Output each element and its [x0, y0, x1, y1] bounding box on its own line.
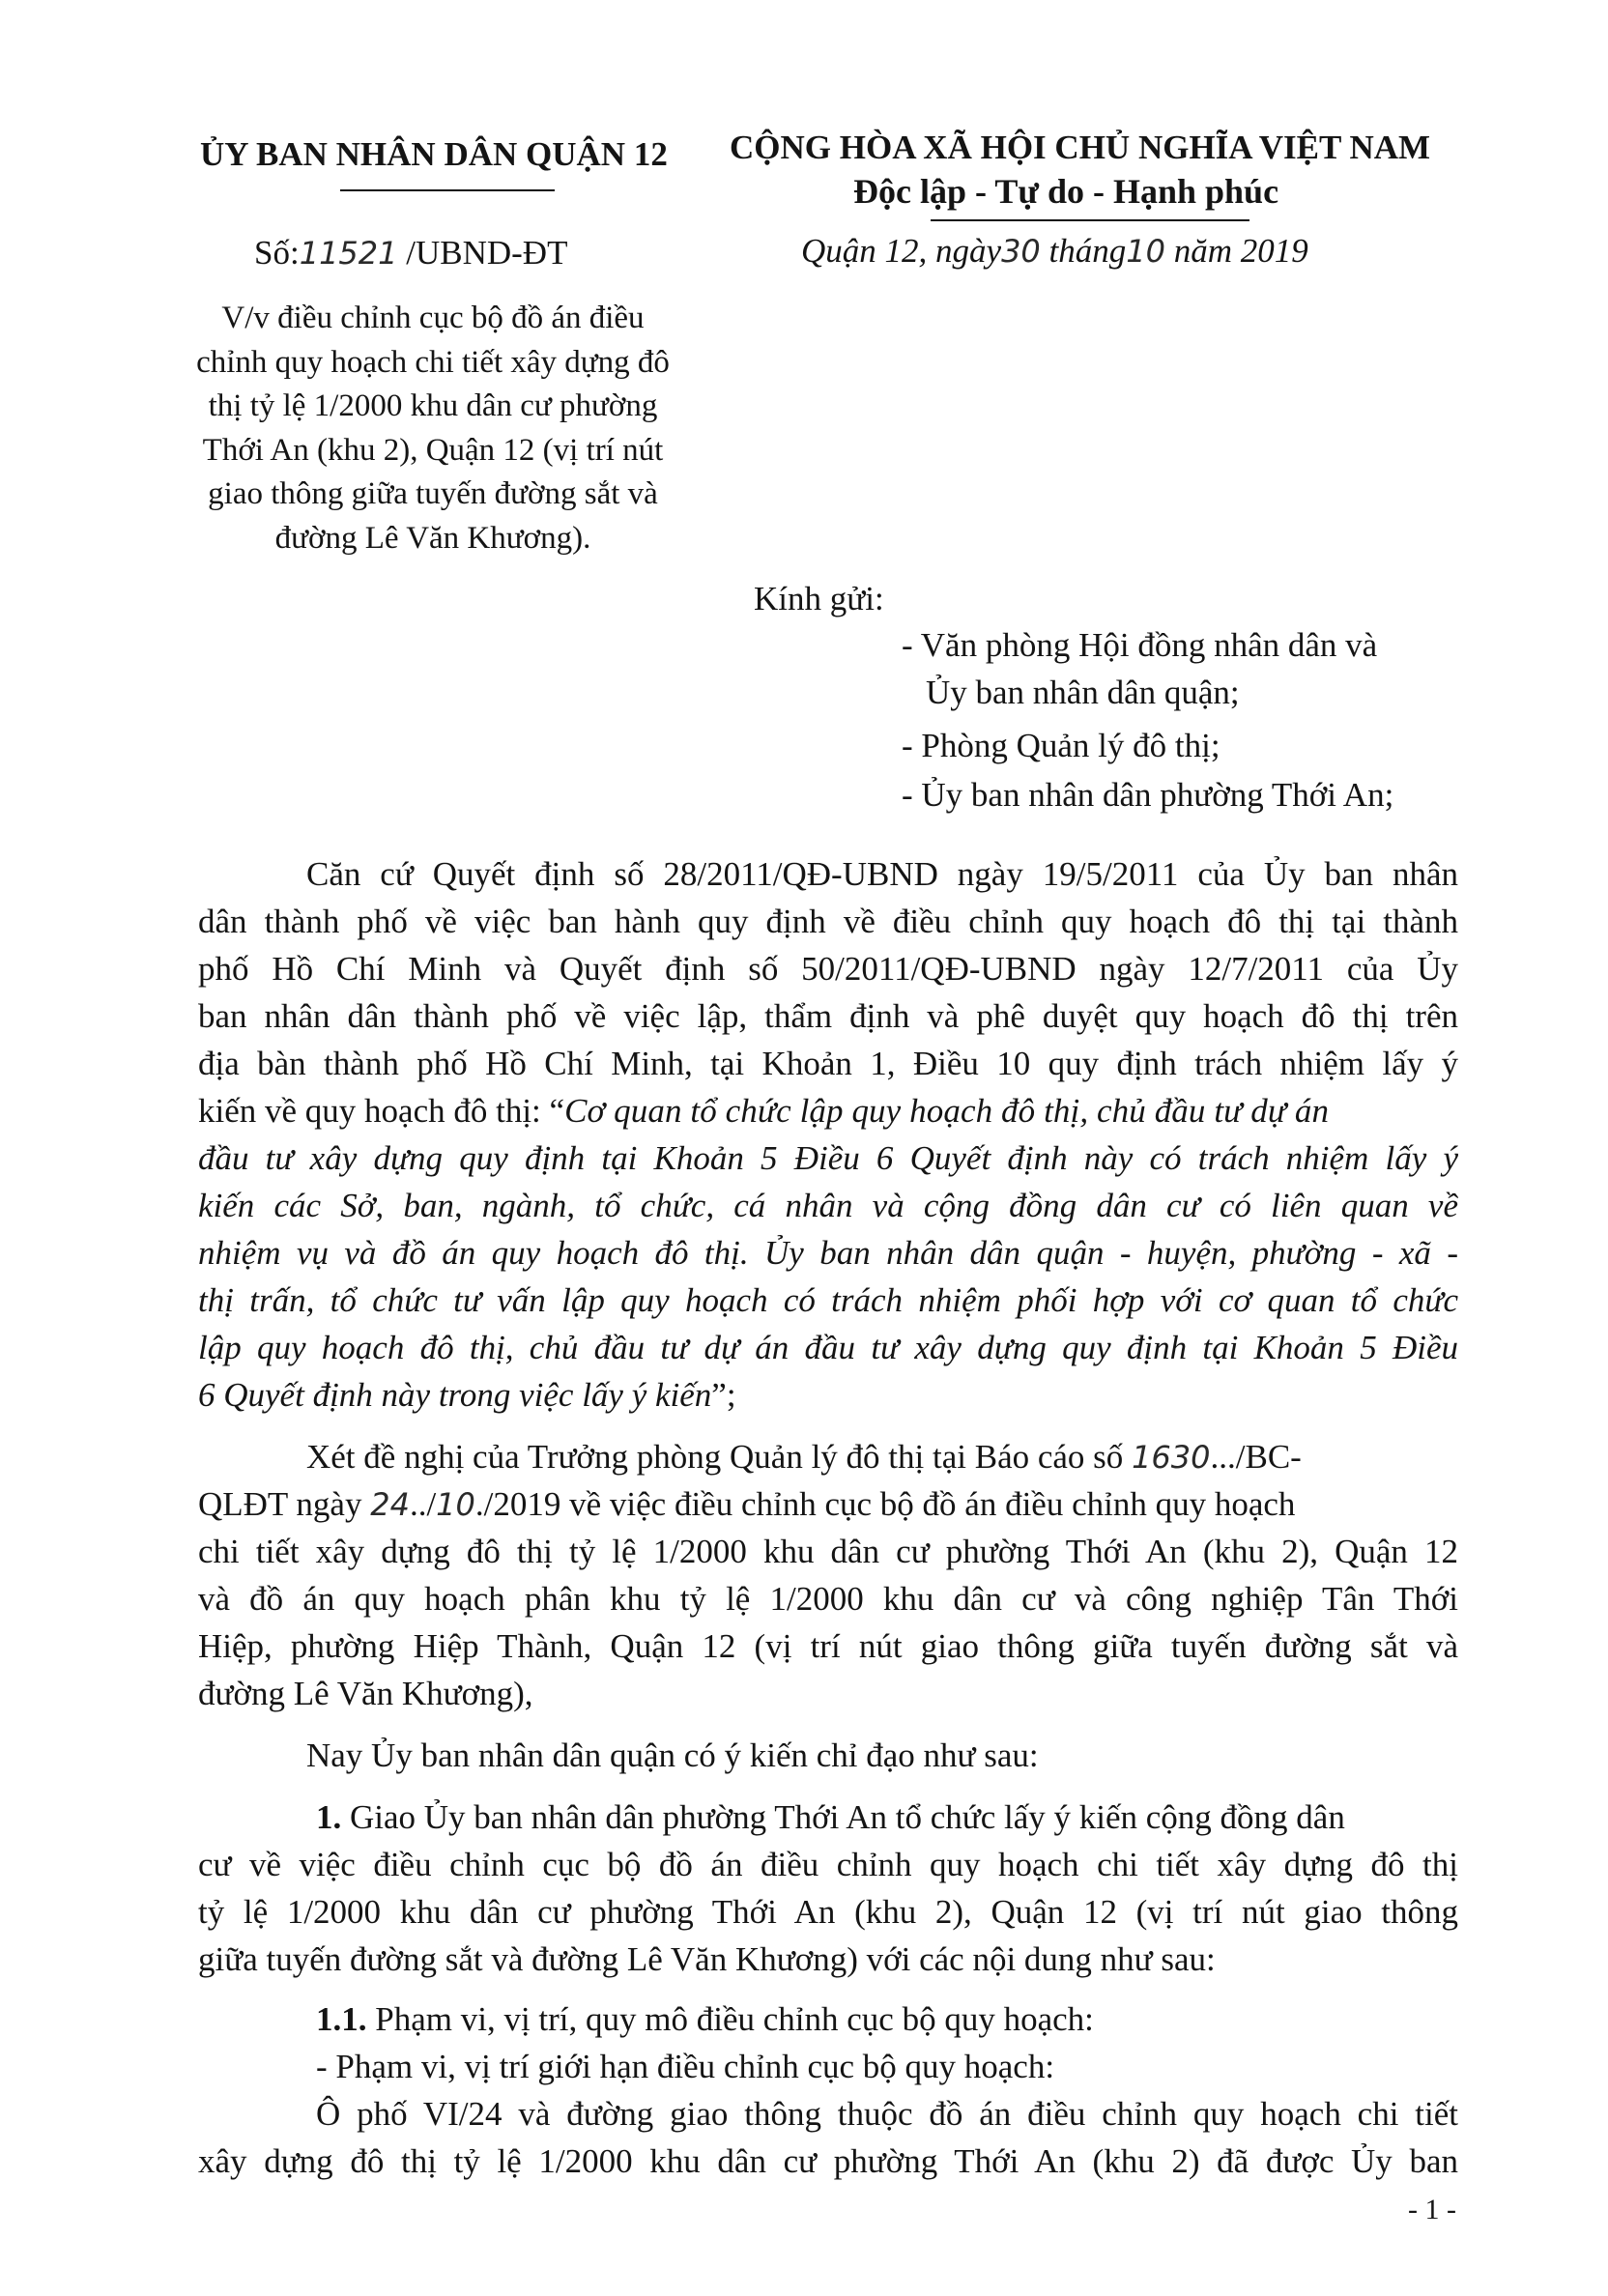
body-line: giữa tuyến đường sắt và đường Lê Văn Khương) với các nội dung như sau: — [198, 1940, 1216, 1978]
body-line: và đồ án quy hoạch phân khu tỷ lệ 1/2000 khu dân cư và công nghiệp Tân Thới — [198, 1580, 1458, 1618]
body-line: địa bàn thành phố Hồ Chí Minh, tại Khoản 1, Điều 10 quy định trách nhiệm lấy ý — [198, 1045, 1458, 1082]
doc-no-prefix: Số: — [254, 234, 300, 272]
subject-line: đường Lê Văn Khương). — [274, 520, 591, 556]
body-line: chi tiết xây dựng đô thị tỷ lệ 1/2000 khu dân cư phường Thới An (khu 2), Quận 12 — [198, 1533, 1458, 1570]
recipient-item: - Văn phòng Hội đồng nhân dân và — [902, 626, 1378, 664]
body-line: Ô phố VI/24 và đường giao thông thuộc đồ án điều chỉnh quy hoạch chi tiết — [316, 2095, 1458, 2133]
quote-first-line: Cơ quan tổ chức lập quy hoạch đô thị, chủ đầu tư dự án — [564, 1092, 1330, 1130]
quote-lead: kiến về quy hoạch đô thị: “ — [198, 1092, 565, 1130]
document-number — [254, 234, 567, 273]
body-line: phố Hồ Chí Minh và Quyết định số 50/2011/QĐ-UBND ngày 12/7/2011 của Ủy — [198, 950, 1458, 988]
quote-end: ”; — [711, 1376, 736, 1414]
doc-no-suffix: /UBND-ĐT — [406, 234, 568, 272]
quote-last-text: 6 Quyết định này trong việc lấy ý kiến — [198, 1376, 712, 1414]
body-line — [306, 1438, 1302, 1477]
body-line: cư về việc điều chỉnh cục bộ đồ án điều chỉnh quy hoạch chi tiết xây dựng đô thị — [198, 1846, 1458, 1883]
date-place: Quận 12, ngày — [801, 232, 1002, 270]
quote-last-line — [198, 1376, 736, 1415]
page-number: - 1 - — [1408, 2194, 1456, 2225]
body-line — [198, 1485, 1295, 1524]
quote-line: đầu tư xây dựng quy định tại Khoản 5 Điều 6 Quyết định này có trách nhiệm lấy ý — [198, 1139, 1458, 1177]
report-day-handwritten: 24 — [370, 1486, 410, 1523]
agency-underline — [340, 189, 555, 191]
motto-underline — [931, 219, 1249, 221]
subject-block — [162, 297, 704, 560]
report-number-handwritten: 1630 — [1132, 1439, 1211, 1476]
national-motto: Độc lập - Tự do - Hạnh phúc — [853, 172, 1279, 211]
bullet-line: - Phạm vi, vị trí giới hạn điều chỉnh cục bộ quy hoạch: — [316, 2048, 1055, 2085]
subject-line: giao thông giữa tuyến đường sắt và — [208, 476, 658, 511]
body-line: Căn cứ Quyết định số 28/2011/QĐ-UBND ngày 19/5/2011 của Ủy ban nhân — [306, 855, 1458, 893]
section-1-first-line: Giao Ủy ban nhân dân phường Thới An tổ chức lấy ý kiến cộng đồng dân — [341, 1798, 1345, 1836]
date-month-word: tháng — [1048, 232, 1127, 270]
p2-text-c: QLĐT ngày — [198, 1485, 362, 1523]
document-date — [801, 232, 1308, 271]
date-month-handwritten: 10 — [1126, 233, 1165, 270]
section-1-number: 1. — [316, 1798, 342, 1836]
section-1-1-number: 1.1. — [316, 2000, 367, 2038]
body-line: xây dựng đô thị tỷ lệ 1/2000 khu dân cư phường Thới An (khu 2) đã được Ủy ban — [198, 2142, 1458, 2180]
p2-text-b: .../BC- — [1210, 1438, 1302, 1476]
quote-line: thị trấn, tổ chức tư vấn lập quy hoạch có trách nhiệm phối hợp với cơ quan tổ chức — [198, 1281, 1458, 1319]
p2-text-a: Xét đề nghị của Trưởng phòng Quản lý đô thị tại Báo cáo số — [306, 1438, 1124, 1476]
body-line: Nay Ủy ban nhân dân quận có ý kiến chỉ đạo như sau: — [306, 1736, 1039, 1774]
subject-line: chỉnh quy hoạch chi tiết xây dựng đô — [196, 344, 670, 380]
subject-line: thị tỷ lệ 1/2000 khu dân cư phường — [208, 388, 658, 423]
section-1-heading — [316, 1798, 1458, 1837]
recipient-item: - Ủy ban nhân dân phường Thới An; — [902, 776, 1394, 814]
body-line: Hiệp, phường Hiệp Thành, Quận 12 (vị trí nút giao thông giữa tuyến đường sắt và — [198, 1627, 1458, 1665]
section-1-1-text: Phạm vi, vị trí, quy mô điều chỉnh cục bộ quy hoạch: — [366, 2000, 1094, 2038]
recipient-item: - Phòng Quản lý đô thị; — [902, 727, 1220, 764]
body-line — [198, 1092, 1458, 1131]
doc-no-handwritten: 11521 — [299, 235, 398, 272]
recipient-item: Ủy ban nhân dân quận; — [926, 674, 1240, 711]
recipients-greeting: Kính gửi: — [754, 580, 884, 617]
quote-line: kiến các Sở, ban, ngành, tổ chức, cá nhân và cộng đồng dân cư có liên quan về — [198, 1187, 1458, 1224]
date-day-handwritten: 30 — [1001, 233, 1041, 270]
section-1-1-heading — [316, 2000, 1094, 2039]
date-year: năm 2019 — [1173, 232, 1308, 270]
p2-text-d: ../ — [409, 1485, 437, 1523]
quote-line: lập quy hoạch đô thị, chủ đầu tư dự án đầu tư xây dựng quy định tại Khoản 5 Điều — [198, 1329, 1458, 1366]
country-name: CỘNG HÒA XÃ HỘI CHỦ NGHĨA VIỆT NAM — [730, 129, 1431, 166]
subject-line: Thới An (khu 2), Quận 12 (vị trí nút — [202, 432, 664, 468]
body-line: đường Lê Văn Khương), — [198, 1675, 533, 1712]
p2-text-e: ./2019 về việc điều chỉnh cục bộ đồ án điều chỉnh quy hoạch — [474, 1485, 1296, 1523]
quote-line: nhiệm vụ và đồ án quy hoạch đô thị. Ủy ban nhân dân quận - huyện, phường - xã - — [198, 1234, 1458, 1272]
body-line: ban nhân dân thành phố về việc lập, thẩm định và phê duyệt quy hoạch đô thị trên — [198, 997, 1458, 1035]
body-line: tỷ lệ 1/2000 khu dân cư phường Thới An (khu 2), Quận 12 (vị trí nút giao thông — [198, 1893, 1458, 1931]
subject-line: V/v điều chỉnh cục bộ đồ án điều — [221, 301, 645, 335]
issuing-agency: ỦY BAN NHÂN DÂN QUẬN 12 — [200, 135, 668, 173]
report-month-handwritten: 10 — [436, 1486, 475, 1523]
body-line: dân thành phố về việc ban hành quy định về điều chỉnh quy hoạch đô thị tại thành — [198, 903, 1458, 940]
